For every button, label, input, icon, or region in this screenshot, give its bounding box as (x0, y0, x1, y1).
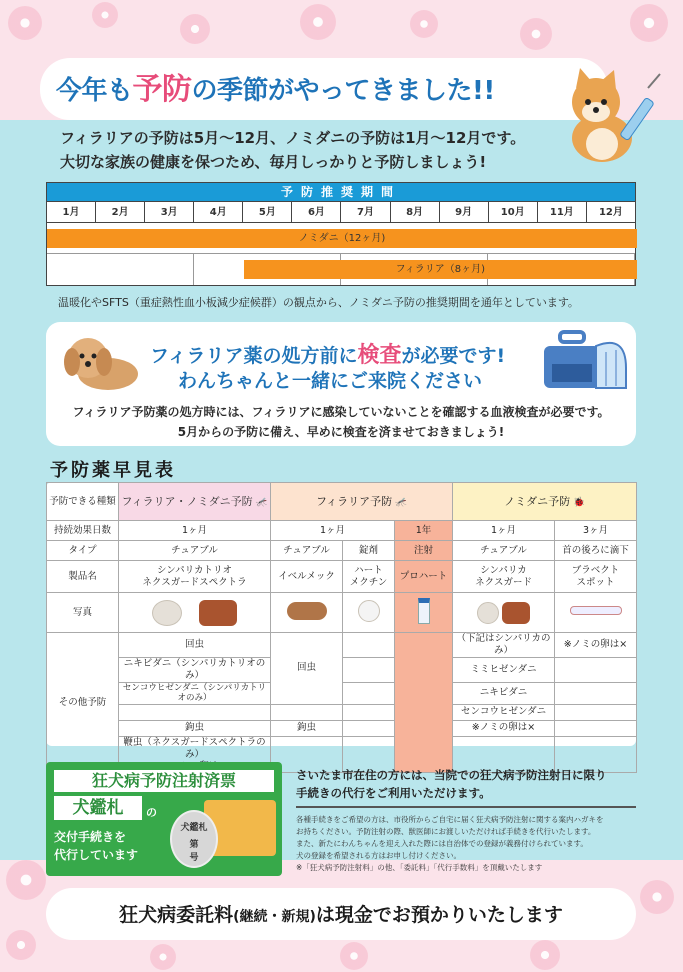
other-cell: ※ノミの卵は× (453, 720, 555, 736)
other-cell (555, 682, 637, 704)
blossom-decoration (6, 860, 46, 900)
blossom-decoration (8, 6, 42, 40)
chewable-image (199, 600, 237, 626)
inspection-subtitle: わんちゃんと一緒にご来院ください (178, 370, 483, 392)
month-label: 7月 (341, 202, 390, 222)
row-label: タイプ (47, 541, 119, 561)
inspection-body (46, 402, 636, 442)
footer-text: 狂犬病委託料(継続・新規)は現金でお預かりいたします (119, 904, 563, 926)
footer-card (46, 888, 636, 940)
tablet-image (152, 600, 182, 626)
other-cell: ※ノミの卵は× (555, 633, 637, 658)
inspection-title: フィラリア薬の処方前に検査が必要です! (150, 343, 506, 368)
poodle-dog-icon (60, 330, 144, 394)
other-cell: センコウヒゼンダニ（シンパリカトリオのみ） (119, 682, 271, 704)
vial-image (418, 598, 430, 624)
other-cell: センコウヒゼンダニ (453, 704, 555, 720)
product-cell: ハート メクチン (343, 561, 395, 593)
dog-license-label: 犬鑑札 (54, 796, 142, 820)
month-label: 12月 (598, 207, 623, 218)
blossom-decoration (520, 18, 552, 50)
blossom-decoration (630, 4, 668, 42)
other-cell: ミミヒゼンダニ (453, 657, 555, 682)
other-cell (343, 633, 395, 658)
rabies-title: 狂犬病予防注射済票 (54, 770, 274, 792)
bone-chew-image (287, 602, 327, 620)
intro-line: 大切な家族の健康を保つため、毎月しっかりと予防しましょう! (60, 153, 487, 171)
other-cell (343, 657, 395, 682)
other-cell (343, 682, 395, 704)
mosquito-icon: 🦟 (395, 496, 407, 508)
product-cell: ブラベクト スポット (555, 561, 637, 593)
pet-carrier-icon (540, 328, 630, 396)
group-header-flea-tick: ノミダニ予防 🐞 (453, 483, 637, 521)
inspection-body-line: フィラリア予防薬の処方時には、フィラリアに感染していないことを確認する血液検査が必要です。 (72, 405, 610, 419)
saitama-fine-print: 各種手続きをご希望の方は、市役所からご自宅に届く狂犬病予防注射に関する案内ハガキを お持ちください。予防注射の際、獣医師にお渡しいただければ手続きを代行いたします。 また、新たにわんちゃんを迎え入れた際には自治体での登録が義務付けられています。 犬の登録を希望される方はお申し付けください。 ※「狂犬病予防注射料」の他、「委託料」「代行手数料」を頂戴いたします (296, 815, 604, 872)
other-cell (119, 704, 271, 720)
duration-cell: 1ヶ月 (271, 521, 395, 541)
month-label: 4月 (194, 202, 243, 222)
blossom-decoration (340, 942, 368, 970)
injection-column-cell (395, 633, 453, 773)
other-cell: 鉤虫 (271, 720, 343, 736)
rabies-body: 交付手続きを 代行しています (54, 830, 139, 862)
other-cell (555, 720, 637, 736)
duration-cell: 1ヶ月 (453, 521, 555, 541)
duration-cell: 3ヶ月 (555, 521, 637, 541)
chewable-image (502, 602, 530, 624)
month-label: 10月 (489, 202, 538, 222)
flea-tick-icon: 🐞 (573, 496, 585, 508)
prevention-schedule (46, 182, 636, 286)
blossom-decoration (530, 940, 560, 970)
duration-cell: 1ヶ月 (119, 521, 271, 541)
page-title: 今年も予防の季節がやってきました!! (56, 72, 495, 107)
group-header-heartworm: フィラリア予防 🦟 (271, 483, 453, 521)
blossom-decoration (300, 4, 336, 40)
month-label: 8月 (391, 202, 440, 222)
divider (296, 806, 636, 808)
blossom-decoration (180, 14, 210, 44)
saitama-notice: さいたま市在住の方には、当院での狂犬病予防注射日に限り 手続きの代行をご利用いただけます。 (296, 768, 607, 800)
product-cell: イベルメック (271, 561, 343, 593)
photo-cell (271, 593, 343, 633)
photo-cell (395, 593, 453, 633)
type-cell: 錠剤 (343, 541, 395, 561)
schedule-note: 温暖化やSFTS（重症熱性血小板減少症候群）の観点から、ノミダニ予防の推奨期間を通年としています。 (58, 296, 579, 309)
other-cell: 回虫 (271, 633, 343, 705)
other-cell (343, 704, 395, 720)
month-label: 11月 (538, 202, 587, 222)
other-cell: ニキビダニ（シンパリカトリオのみ） (119, 657, 271, 682)
product-cell: シンパリカトリオ ネクスガードスペクトラ (119, 561, 271, 593)
drug-table (46, 482, 636, 760)
schedule-row-flea-tick (47, 223, 635, 254)
intro-line: フィラリアの予防は5月〜12月、ノミダニの予防は1月〜12月です。 (60, 129, 526, 147)
other-cell (555, 704, 637, 720)
photo-cell (453, 593, 555, 633)
type-cell: チュアブル (271, 541, 343, 561)
photo-cell (119, 593, 271, 633)
other-cell: ニキビダニ (453, 682, 555, 704)
type-cell: 首の後ろに滴下 (555, 541, 637, 561)
product-cell: シンパリカ ネクスガード (453, 561, 555, 593)
row-label: その他予防 (47, 633, 119, 773)
blossom-decoration (6, 930, 36, 960)
schedule-row-heartworm (47, 254, 635, 285)
product-cell: プロハート (395, 561, 453, 593)
other-cell (271, 704, 343, 720)
month-label: 5月 (243, 202, 292, 222)
month-label: 2月 (96, 202, 145, 222)
schedule-bar-heartworm: フィラリア（8ヶ月) (244, 260, 637, 279)
other-cell (555, 657, 637, 682)
mosquito-icon: 🦟 (255, 496, 268, 508)
row-label: 写真 (47, 593, 119, 633)
other-cell: 鉤虫 (119, 720, 271, 736)
blossom-decoration (640, 880, 674, 914)
row-label: 持続効果日数 (47, 521, 119, 541)
other-cell: 回虫 (119, 633, 271, 658)
schedule-heading: 予防推奨期間 (47, 183, 635, 201)
white-tablet-image (358, 600, 380, 622)
rabies-particle: の (146, 806, 157, 819)
spot-on-tube-image (570, 606, 622, 615)
cell-kind-label: 予防できる種類 (47, 483, 119, 521)
other-cell: 鞭虫（ネクスガードスペクトラのみ） (119, 736, 271, 773)
month-label: 3月 (145, 202, 194, 222)
month-label: 6月 (292, 202, 341, 222)
other-cell (343, 720, 395, 736)
drug-table-title: 予防薬早見表 (50, 460, 176, 481)
blossom-decoration (150, 944, 176, 970)
inspection-body-line: 5月からの予防に備え、早めに検査を済ませておきましょう! (177, 425, 505, 439)
intro-text (60, 126, 580, 174)
month-label: 9月 (440, 202, 489, 222)
tablet-image (477, 602, 499, 624)
schedule-months (47, 201, 635, 223)
rabies-panel (46, 762, 282, 876)
month-label: 1月 (47, 202, 96, 222)
row-label: 製品名 (47, 561, 119, 593)
type-cell: チュアブル (119, 541, 271, 561)
type-cell: チュアブル (453, 541, 555, 561)
dog-license-tag-icon: 犬鑑札 第 号 (170, 810, 218, 868)
blossom-decoration (410, 10, 438, 38)
inspection-card (46, 322, 636, 446)
photo-cell (343, 593, 395, 633)
blossom-decoration (92, 2, 118, 28)
photo-cell (555, 593, 637, 633)
schedule-bar-flea-tick: ノミダニ（12ヶ月) (47, 229, 637, 248)
other-cell: （下記はシンパリカのみ） (453, 633, 555, 658)
type-cell: 注射 (395, 541, 453, 561)
group-header-heartworm-flea: フィラリア・ノミダニ予防 🦟 (119, 483, 271, 521)
duration-cell: 1年 (395, 521, 453, 541)
